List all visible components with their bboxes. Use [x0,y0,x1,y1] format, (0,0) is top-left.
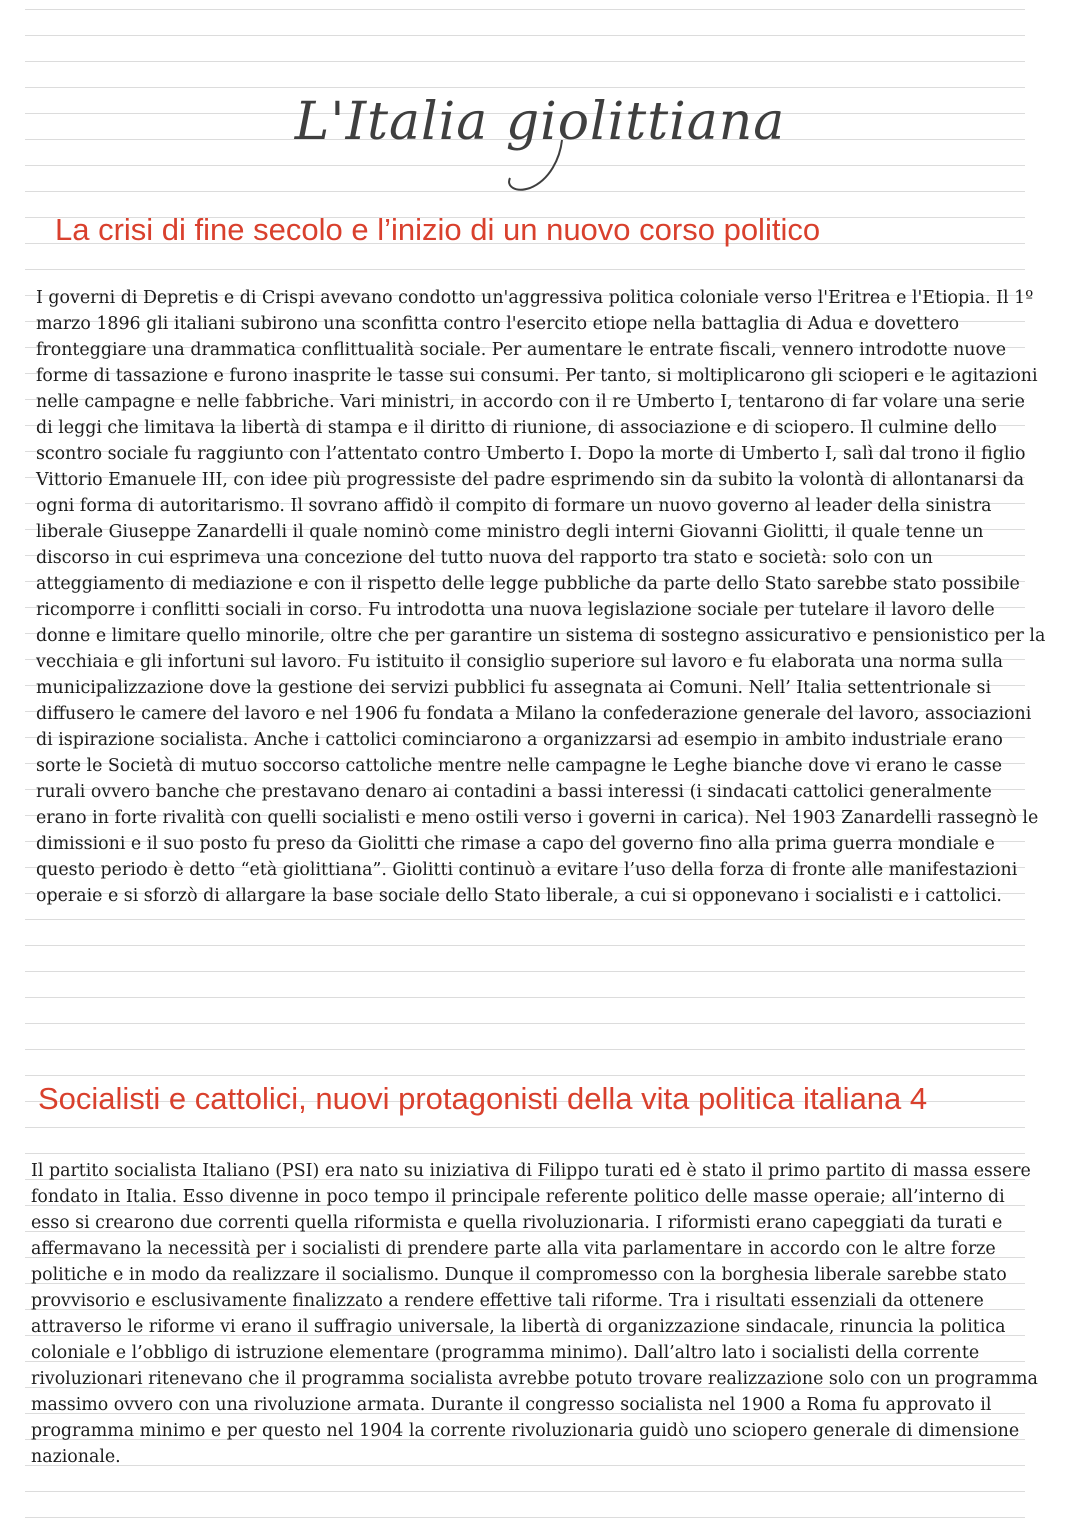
section-body-crisi: I governi di Depretis e di Crispi avevano condotto un'aggressiva politica coloniale verso l'Eritrea e l'Etiopia. Il 1º marzo 1896 gli italiani subirono una sconfitta contro l'esercito etiope nella battaglia di Adua e dovettero fronteggiare una drammatica conflittualità sociale. Per aumentare le entrate fiscali, vennero introdotte nuove forme di tassazione e furono inasprite le tasse sui consumi. Per tanto, si moltiplicarono gli scioperi e le agitazioni nelle campagne e nelle fabbriche. Vari ministri, in accordo con il re Umberto I, tentarono di far volare una serie di leggi che limitava la libertà di stampa e il diritto di riunione, di associazione e di sciopero. Il culmine dello scontro sociale fu raggiunto con l’attentato contro Umberto I. Dopo la morte di Umberto I, salì dal trono il figlio Vittorio Emanuele III, con idee più progressiste del padre esprimendo sin da subito la volontà di allontanarsi da ogni forma di autoritarismo. Il sovrano affidò il compito di formare un nuovo governo al leader della sinistra liberale Giuseppe Zanardelli il quale nominò come ministro degli interni Giovanni Giolitti, il quale tenne un discorso in cui esprimeva una concezione del tutto nuova del rapporto tra stato e società: solo con un atteggiamento di mediazione e con il rispetto delle legge pubbliche da parte dello Stato sarebbe stato possibile ricomporre i conflitti sociali in corso. Fu introdotta una nuova legislazione sociale per tutelare il lavoro delle donne e limitare quello minorile, oltre che per garantire un sistema di sostegno assicurativo e pensionistico per la vecchiaia e gli infortuni sul lavoro. Fu istituito il consiglio superiore sul lavoro e fu elaborata una norma sulla municipalizzazione dove la gestione dei servizi pubblici fu assegnata ai Comuni. Nell’ Italia settentrionale si diffusero le camere del lavoro e nel 1906 fu fondata a Milano la confederazione generale del lavoro, associazioni di ispirazione socialista. Anche i cattolici cominciarono a organizzarsi ad esempio in ambito industriale erano sorte le Società di mutuo soccorso cattoliche mentre nelle campagne le Leghe bianche dove vi erano le casse rurali ovvero banche che prestavano denaro ai contadini a bassi interessi (i sindacati cattolici generalmente erano in forte rivalità con quelli socialisti e meno ostili verso i governi in carica). Nel 1903 Zanardelli rassegnò le dimissioni e il suo posto fu preso da Giolitti che rimase a capo del governo fino alla prima guerra mondiale e questo periodo è detto “età giolittiana”. Giolitti continuò a evitare l’uso della forza di fronte alle manifestazioni operaie e si sforzò di allargare la base sociale dello Stato liberale, a cui si opponevano i socialisti e i cattolici. [36,288,1046,906]
page-title: L'Italia giolittiana [294,92,786,152]
section-heading-crisi: La crisi di fine secolo e l’inizio di un nuovo corso politico [55,212,821,247]
title-flourish [500,138,580,198]
section-heading-socialisti: Socialisti e cattolici, nuovi protagonisti della vita politica italiana 4 [38,1081,928,1116]
section-body-socialisti: Il partito socialista Italiano (PSI) era nato su iniziativa di Filippo turati ed è stato il primo partito di massa essere fondato in Italia. Esso divenne in poco tempo il principale referente politico delle masse operaie; all’interno di esso si crearono due correnti quella riformista e quella rivoluzionaria. I riformisti erano capeggiati da turati e affermavano la necessità per i socialisti di prendere parte alla vita parlamentare in accordo con le altre forze politiche e in modo da realizzare il socialismo. Dunque il compromesso con la borghesia liberale sarebbe stato provvisorio e esclusivamente finalizzato a rendere effettive tali riforme. Tra i risultati essenziali da ottenere attraverso le riforme vi erano il suffragio universale, la libertà di organizzazione sindacale, rinuncia la politica coloniale e l’obbligo di istruzione elementare (programma minimo). Dall’altro lato i socialisti della corrente rivoluzionari ritenevano che il programma socialista avrebbe potuto trovare realizzazione solo con un programma massimo ovvero con una rivoluzione armata. Durante il congresso socialista nel 1900 a Roma fu approvato il programma minimo e per questo nel 1904 la corrente rivoluzionaria guidò uno sciopero generale di dimensione nazionale. [31,1161,1038,1467]
